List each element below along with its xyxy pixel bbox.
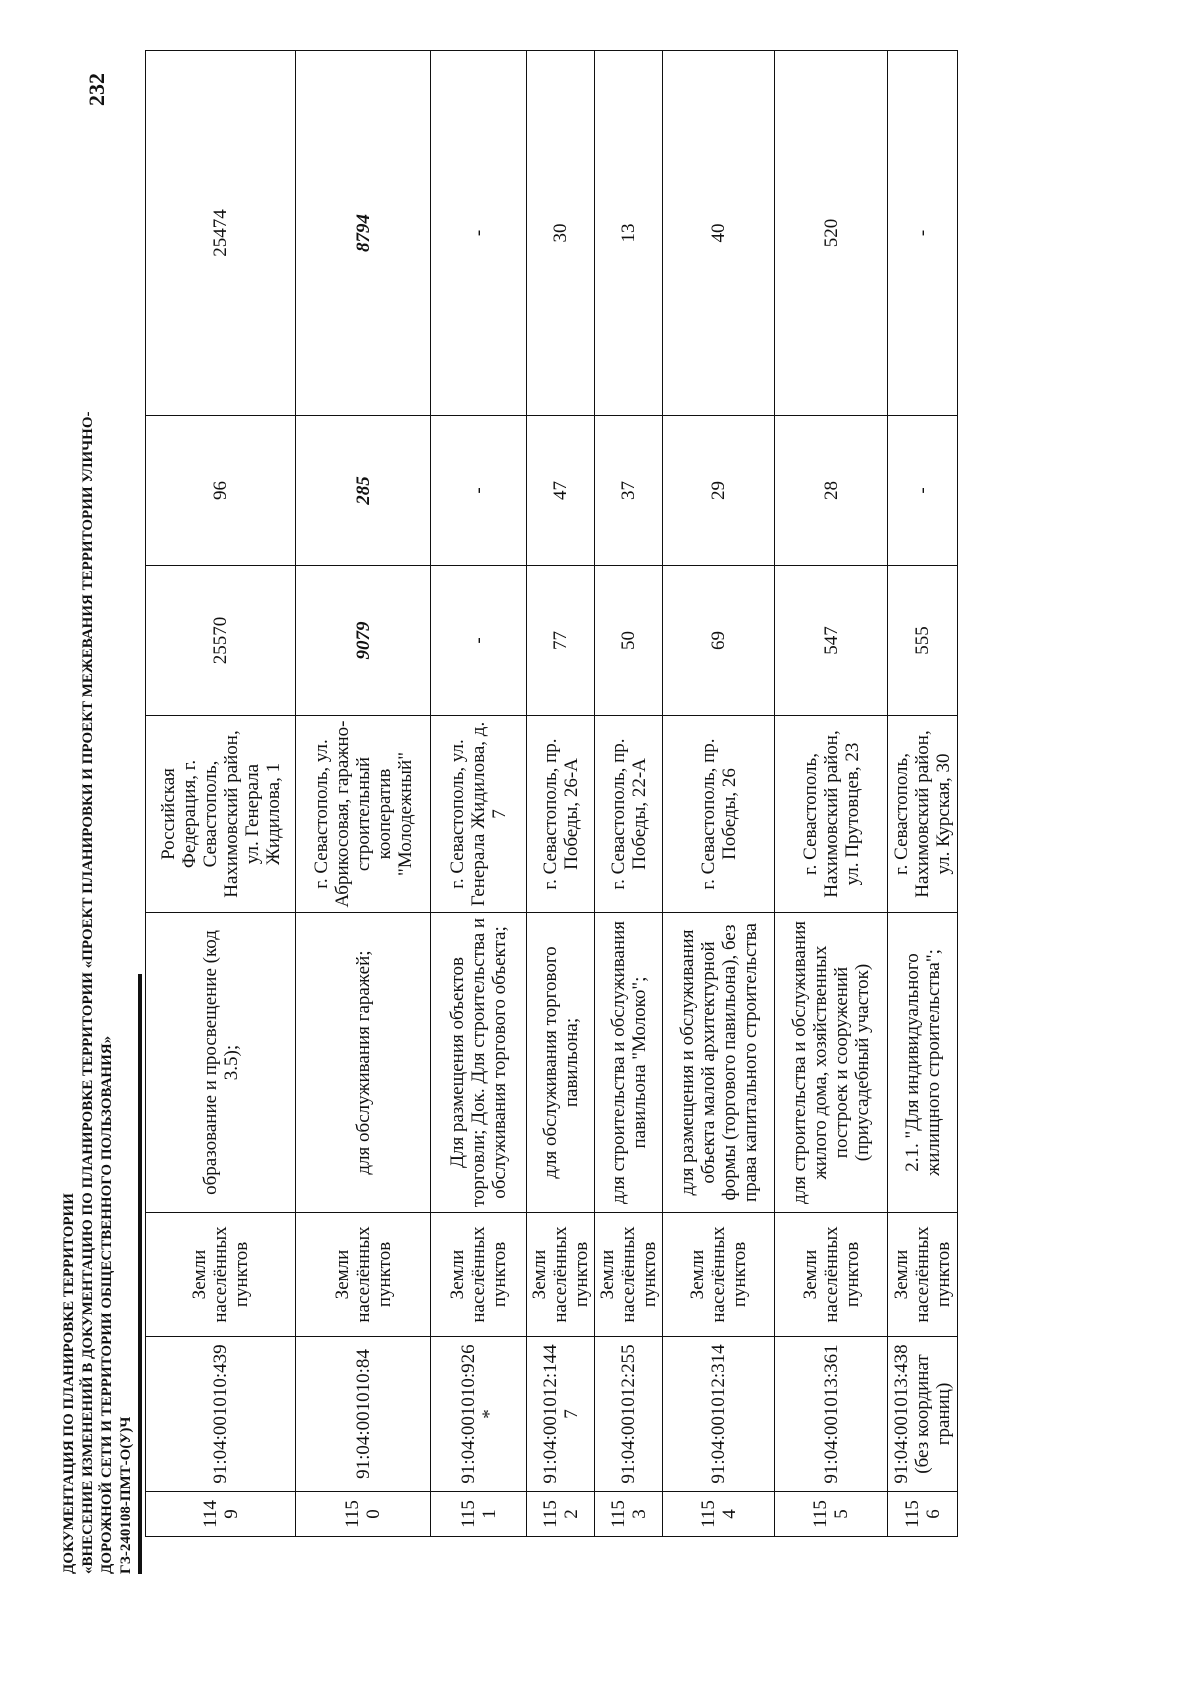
cell-b: 96 [146,416,296,566]
cell-use: для обслуживания гаражей; [296,913,431,1213]
cell-a: 50 [595,566,663,716]
cell-address: г. Севастополь, Нахимовский район, ул. Прутовцев, 23 [775,716,888,913]
cell-c: 40 [663,51,775,416]
cell-b: 37 [595,416,663,566]
cell-num: 1155 [775,1492,888,1537]
land-plots-table [145,50,958,1537]
cell-address: г. Севастополь, Нахимовский район, ул. Курская, 30 [888,716,958,913]
cell-num: 1156 [888,1492,958,1537]
cell-a: 547 [775,566,888,716]
cell-num: 1154 [663,1492,775,1537]
cell-category: Земли населённых пунктов [296,1213,431,1337]
cell-cadastral: 91:04:001012:1447 [527,1337,595,1492]
header-line: ДОРОЖНОЙ СЕТИ И ТЕРРИТОРИИ ОБЩЕСТВЕННОГО ПОЛЬЗОВАНИЯ» [99,1035,115,1574]
cell-category: Земли населённых пунктов [663,1213,775,1337]
cell-cadastral: 91:04:001012:255 [595,1337,663,1492]
cell-a: 25570 [146,566,296,716]
cell-category: Земли населённых пунктов [527,1213,595,1337]
table-row [527,51,595,1537]
cell-c: - [431,51,527,416]
cell-use: для строительства и обслуживания жилого дома, хозяйственных построек и сооружений (приусадебный участок) [775,913,888,1213]
cell-num: 1153 [595,1492,663,1537]
cell-a: - [431,566,527,716]
cell-use: Для размещения объектов торговли; Док. Для строительства и обслуживания торгового объекта; [431,913,527,1213]
cell-c: 8794 [296,51,431,416]
cell-num: 1152 [527,1492,595,1537]
header-line: ДОКУМЕНТАЦИЯ ПО ПЛАНИРОВКЕ ТЕРРИТОРИИ [61,1193,77,1574]
cell-a: 77 [527,566,595,716]
cell-b: - [888,416,958,566]
cell-b: 29 [663,416,775,566]
table-row [888,51,958,1537]
cell-c: - [888,51,958,416]
header-line: ГЗ-240108-ПМТ-О(У)Ч [118,1416,134,1574]
cell-use: для обслуживания торгового павильона; [527,913,595,1213]
header-rule [138,974,142,1574]
cell-b: 28 [775,416,888,566]
cell-category: Земли населённых пунктов [775,1213,888,1337]
cell-b: 47 [527,416,595,566]
cell-c: 520 [775,51,888,416]
cell-use: образование и просвещение (код 3.5); [146,913,296,1213]
cell-cadastral: 91:04:001013:438 (без координат границ) [888,1337,958,1492]
cell-cadastral: 91:04:001013:361 [775,1337,888,1492]
cell-a: 69 [663,566,775,716]
cell-address: г. Севастополь, пр. Победы, 26 [663,716,775,913]
cell-a: 9079 [296,566,431,716]
cell-category: Земли населённых пунктов [431,1213,527,1337]
cell-address: г. Севастополь, ул. Генерала Жидилова, д. 7 [431,716,527,913]
document-header [60,411,136,1574]
cell-b: - [431,416,527,566]
cell-a: 555 [888,566,958,716]
cell-num: 1150 [296,1492,431,1537]
header-line: «ВНЕСЕНИЕ ИЗМЕНЕНИЙ В ДОКУМЕНТАЦИЮ ПО ПЛАНИРОВКЕ ТЕРРИТОРИИ «ПРОЕКТ ПЛАНИРОВКИ И ПРОЕКТ МЕЖЕВАНИЯ ТЕРРИТОРИИ УЛИЧНО- [80,411,96,1574]
cell-b: 285 [296,416,431,566]
cell-address: Российская Федерация, г. Севастополь, Нахимовский район, ул. Генерала Жидилова, 1 [146,716,296,913]
table-row [595,51,663,1537]
cell-address: г. Севастополь, пр. Победы, 26-А [527,716,595,913]
cell-cadastral: 91:04:001012:314 [663,1337,775,1492]
table-row [146,51,296,1537]
cell-num: 1149 [146,1492,296,1537]
table-row [663,51,775,1537]
cell-c: 25474 [146,51,296,416]
cell-num: 1151 [431,1492,527,1537]
table-row [431,51,527,1537]
cell-category: Земли населённых пунктов [146,1213,296,1337]
cell-address: г. Севастополь, ул. Абрикосовая, гаражно-строительный кооператив "Молодежный" [296,716,431,913]
cell-c: 30 [527,51,595,416]
cell-use: для размещения и обслуживания объекта малой архитектурной формы (торгового павильона), без права капитального строительства [663,913,775,1213]
cell-cadastral: 91:04:001010:84 [296,1337,431,1492]
cell-cadastral: 91:04:001010:926 * [431,1337,527,1492]
cell-c: 13 [595,51,663,416]
cell-use: 2.1. "Для индивидуального жилищного строительства"; [888,913,958,1213]
cell-category: Земли населённых пунктов [595,1213,663,1337]
cell-address: г. Севастополь, пр. Победы, 22-А [595,716,663,913]
table-row [296,51,431,1537]
page-number: 232 [84,73,109,106]
cell-use: для строительства и обслуживания павильона "Молоко"; [595,913,663,1213]
table-row [775,51,888,1537]
cell-category: Земли населённых пунктов [888,1213,958,1337]
cell-cadastral: 91:04:001010:439 [146,1337,296,1492]
